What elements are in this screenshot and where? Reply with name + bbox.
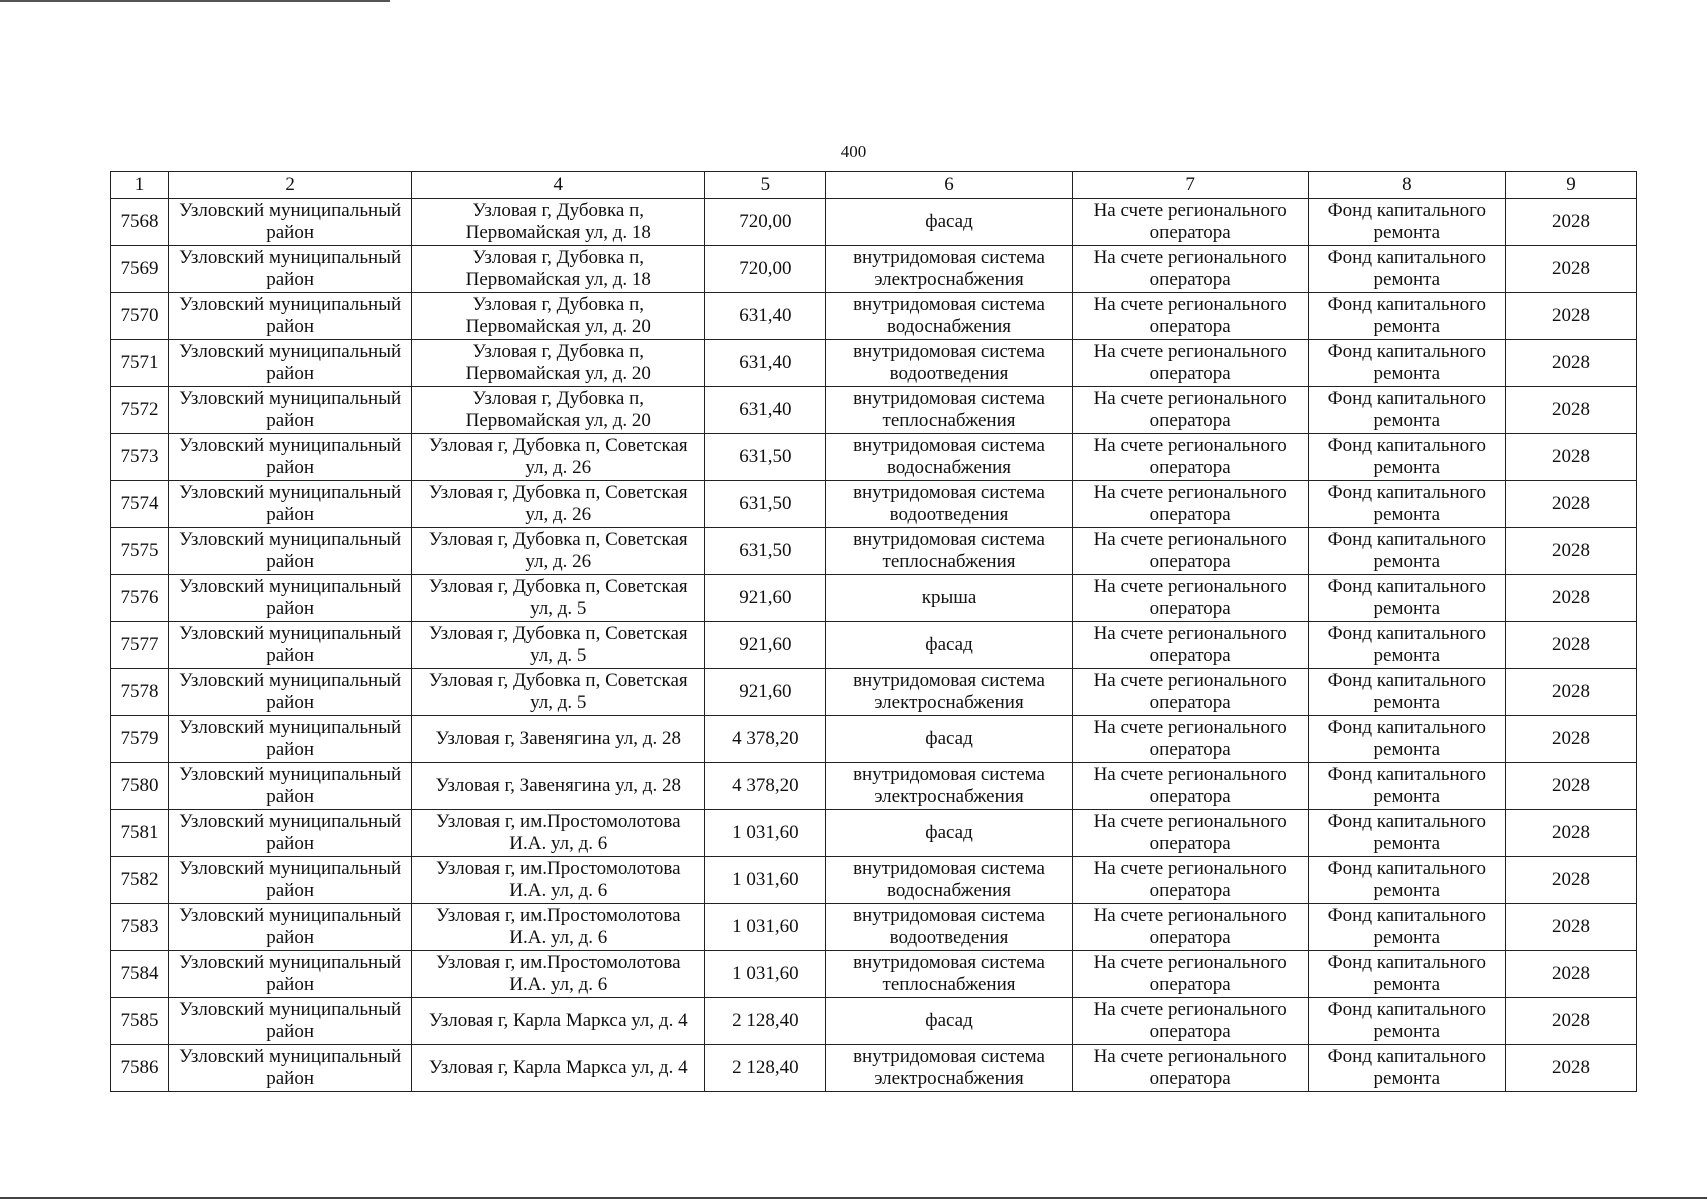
row-number-cell: 7572 [111, 387, 169, 434]
funding-source-cell: Фонд капитального ремонта [1308, 528, 1505, 575]
funding-source-cell: Фонд капитального ремонта [1308, 669, 1505, 716]
address-cell: Узловая г, Карла Маркса ул, д. 4 [412, 998, 705, 1045]
column-header: 7 [1072, 172, 1308, 199]
year-cell: 2028 [1505, 199, 1636, 246]
table-row [111, 575, 1637, 622]
district-cell: Узловский муниципальный район [169, 810, 412, 857]
fund-account-cell: На счете регионального оператора [1072, 669, 1308, 716]
table-row [111, 669, 1637, 716]
fund-account-cell: На счете регионального оператора [1072, 340, 1308, 387]
table-row [111, 857, 1637, 904]
district-cell: Узловский муниципальный район [169, 293, 412, 340]
district-cell: Узловский муниципальный район [169, 434, 412, 481]
year-cell: 2028 [1505, 387, 1636, 434]
district-cell: Узловский муниципальный район [169, 622, 412, 669]
column-header: 1 [111, 172, 169, 199]
table-row [111, 387, 1637, 434]
fund-account-cell: На счете регионального оператора [1072, 434, 1308, 481]
funding-source-cell: Фонд капитального ремонта [1308, 387, 1505, 434]
address-cell: Узловая г, им.Простомолотова И.А. ул, д. 6 [412, 904, 705, 951]
funding-source-cell: Фонд капитального ремонта [1308, 763, 1505, 810]
funding-source-cell: Фонд капитального ремонта [1308, 481, 1505, 528]
funding-source-cell: Фонд капитального ремонта [1308, 857, 1505, 904]
district-cell: Узловский муниципальный район [169, 528, 412, 575]
structural-element-cell: внутридомовая система теплоснабжения [826, 951, 1072, 998]
column-header: 8 [1308, 172, 1505, 199]
funding-source-cell: Фонд капитального ремонта [1308, 951, 1505, 998]
column-header: 4 [412, 172, 705, 199]
fund-account-cell: На счете регионального оператора [1072, 528, 1308, 575]
scan-edge-top [0, 0, 390, 2]
area-cell: 921,60 [705, 669, 826, 716]
column-header: 9 [1505, 172, 1636, 199]
funding-source-cell: Фонд капитального ремонта [1308, 810, 1505, 857]
area-cell: 631,50 [705, 434, 826, 481]
district-cell: Узловский муниципальный район [169, 481, 412, 528]
district-cell: Узловский муниципальный район [169, 340, 412, 387]
fund-account-cell: На счете регионального оператора [1072, 575, 1308, 622]
district-cell: Узловский муниципальный район [169, 904, 412, 951]
page-number: 400 [840, 142, 867, 161]
funding-source-cell: Фонд капитального ремонта [1308, 434, 1505, 481]
year-cell: 2028 [1505, 716, 1636, 763]
row-number-cell: 7584 [111, 951, 169, 998]
address-cell: Узловая г, Дубовка п, Советская ул, д. 5 [412, 669, 705, 716]
fund-account-cell: На счете регионального оператора [1072, 1045, 1308, 1092]
structural-element-cell: внутридомовая система электроснабжения [826, 246, 1072, 293]
address-cell: Узловая г, Завенягина ул, д. 28 [412, 763, 705, 810]
address-cell: Узловая г, Дубовка п, Советская ул, д. 26 [412, 434, 705, 481]
table-row [111, 199, 1637, 246]
area-cell: 4 378,20 [705, 716, 826, 763]
row-number-cell: 7583 [111, 904, 169, 951]
table-row [111, 622, 1637, 669]
fund-account-cell: На счете регионального оператора [1072, 716, 1308, 763]
row-number-cell: 7579 [111, 716, 169, 763]
address-cell: Узловая г, Завенягина ул, д. 28 [412, 716, 705, 763]
address-cell: Узловая г, Дубовка п, Первомайская ул, д. 20 [412, 387, 705, 434]
table-row [111, 810, 1637, 857]
fund-account-cell: На счете регионального оператора [1072, 387, 1308, 434]
table-row [111, 246, 1637, 293]
row-number-cell: 7570 [111, 293, 169, 340]
structural-element-cell: внутридомовая система электроснабжения [826, 763, 1072, 810]
structural-element-cell: крыша [826, 575, 1072, 622]
area-cell: 720,00 [705, 199, 826, 246]
district-cell: Узловский муниципальный район [169, 857, 412, 904]
address-cell: Узловая г, Дубовка п, Советская ул, д. 5 [412, 575, 705, 622]
area-cell: 1 031,60 [705, 857, 826, 904]
address-cell: Узловая г, Дубовка п, Первомайская ул, д. 20 [412, 293, 705, 340]
area-cell: 1 031,60 [705, 904, 826, 951]
year-cell: 2028 [1505, 951, 1636, 998]
row-number-cell: 7575 [111, 528, 169, 575]
year-cell: 2028 [1505, 528, 1636, 575]
row-number-cell: 7581 [111, 810, 169, 857]
structural-element-cell: фасад [826, 716, 1072, 763]
address-cell: Узловая г, Дубовка п, Советская ул, д. 26 [412, 528, 705, 575]
table-row [111, 904, 1637, 951]
area-cell: 4 378,20 [705, 763, 826, 810]
column-header: 5 [705, 172, 826, 199]
funding-source-cell: Фонд капитального ремонта [1308, 716, 1505, 763]
table-row [111, 951, 1637, 998]
row-number-cell: 7578 [111, 669, 169, 716]
structural-element-cell: внутридомовая система водоотведения [826, 481, 1072, 528]
structural-element-cell: внутридомовая система водоснабжения [826, 857, 1072, 904]
district-cell: Узловский муниципальный район [169, 763, 412, 810]
fund-account-cell: На счете регионального оператора [1072, 763, 1308, 810]
table-row [111, 340, 1637, 387]
fund-account-cell: На счете регионального оператора [1072, 998, 1308, 1045]
area-cell: 1 031,60 [705, 951, 826, 998]
year-cell: 2028 [1505, 340, 1636, 387]
year-cell: 2028 [1505, 763, 1636, 810]
address-cell: Узловая г, им.Простомолотова И.А. ул, д. 6 [412, 810, 705, 857]
year-cell: 2028 [1505, 904, 1636, 951]
address-cell: Узловая г, Дубовка п, Советская ул, д. 26 [412, 481, 705, 528]
structural-element-cell: внутридомовая система водоотведения [826, 904, 1072, 951]
structural-element-cell: фасад [826, 622, 1072, 669]
area-cell: 631,40 [705, 387, 826, 434]
fund-account-cell: На счете регионального оператора [1072, 904, 1308, 951]
structural-element-cell: внутридомовая система электроснабжения [826, 1045, 1072, 1092]
district-cell: Узловский муниципальный район [169, 669, 412, 716]
structural-element-cell: внутридомовая система теплоснабжения [826, 528, 1072, 575]
row-number-cell: 7585 [111, 998, 169, 1045]
area-cell: 921,60 [705, 622, 826, 669]
address-cell: Узловая г, Дубовка п, Советская ул, д. 5 [412, 622, 705, 669]
funding-source-cell: Фонд капитального ремонта [1308, 1045, 1505, 1092]
funding-source-cell: Фонд капитального ремонта [1308, 246, 1505, 293]
table-row [111, 481, 1637, 528]
area-cell: 2 128,40 [705, 998, 826, 1045]
district-cell: Узловский муниципальный район [169, 716, 412, 763]
row-number-cell: 7576 [111, 575, 169, 622]
table-row [111, 716, 1637, 763]
table-body [111, 172, 1637, 1092]
district-cell: Узловский муниципальный район [169, 199, 412, 246]
address-cell: Узловая г, им.Простомолотова И.А. ул, д. 6 [412, 951, 705, 998]
year-cell: 2028 [1505, 810, 1636, 857]
row-number-cell: 7573 [111, 434, 169, 481]
district-cell: Узловский муниципальный район [169, 1045, 412, 1092]
address-cell: Узловая г, Дубовка п, Первомайская ул, д. 20 [412, 340, 705, 387]
district-cell: Узловский муниципальный район [169, 951, 412, 998]
funding-source-cell: Фонд капитального ремонта [1308, 293, 1505, 340]
year-cell: 2028 [1505, 998, 1636, 1045]
address-cell: Узловая г, им.Простомолотова И.А. ул, д. 6 [412, 857, 705, 904]
area-cell: 2 128,40 [705, 1045, 826, 1092]
fund-account-cell: На счете регионального оператора [1072, 199, 1308, 246]
structural-element-cell: внутридомовая система водоотведения [826, 340, 1072, 387]
table-row [111, 1045, 1637, 1092]
funding-source-cell: Фонд капитального ремонта [1308, 199, 1505, 246]
year-cell: 2028 [1505, 1045, 1636, 1092]
fund-account-cell: На счете регионального оператора [1072, 857, 1308, 904]
structural-element-cell: фасад [826, 199, 1072, 246]
fund-account-cell: На счете регионального оператора [1072, 622, 1308, 669]
area-cell: 921,60 [705, 575, 826, 622]
table-row [111, 293, 1637, 340]
structural-element-cell: внутридомовая система теплоснабжения [826, 387, 1072, 434]
row-number-cell: 7586 [111, 1045, 169, 1092]
fund-account-cell: На счете регионального оператора [1072, 951, 1308, 998]
area-cell: 720,00 [705, 246, 826, 293]
district-cell: Узловский муниципальный район [169, 387, 412, 434]
area-cell: 1 031,60 [705, 810, 826, 857]
row-number-cell: 7571 [111, 340, 169, 387]
row-number-cell: 7574 [111, 481, 169, 528]
funding-source-cell: Фонд капитального ремонта [1308, 340, 1505, 387]
area-cell: 631,50 [705, 528, 826, 575]
structural-element-cell: внутридомовая система водоснабжения [826, 293, 1072, 340]
structural-element-cell: внутридомовая система водоснабжения [826, 434, 1072, 481]
fund-account-cell: На счете регионального оператора [1072, 481, 1308, 528]
year-cell: 2028 [1505, 622, 1636, 669]
column-header: 2 [169, 172, 412, 199]
district-cell: Узловский муниципальный район [169, 998, 412, 1045]
area-cell: 631,40 [705, 293, 826, 340]
structural-element-cell: фасад [826, 810, 1072, 857]
row-number-cell: 7569 [111, 246, 169, 293]
row-number-cell: 7582 [111, 857, 169, 904]
area-cell: 631,50 [705, 481, 826, 528]
funding-source-cell: Фонд капитального ремонта [1308, 904, 1505, 951]
funding-source-cell: Фонд капитального ремонта [1308, 622, 1505, 669]
year-cell: 2028 [1505, 575, 1636, 622]
row-number-cell: 7568 [111, 199, 169, 246]
year-cell: 2028 [1505, 246, 1636, 293]
table-row [111, 528, 1637, 575]
structural-element-cell: фасад [826, 998, 1072, 1045]
year-cell: 2028 [1505, 669, 1636, 716]
year-cell: 2028 [1505, 857, 1636, 904]
row-number-cell: 7580 [111, 763, 169, 810]
area-cell: 631,40 [705, 340, 826, 387]
fund-account-cell: На счете регионального оператора [1072, 246, 1308, 293]
funding-source-cell: Фонд капитального ремонта [1308, 575, 1505, 622]
district-cell: Узловский муниципальный район [169, 246, 412, 293]
column-number-row [111, 172, 1637, 199]
funding-source-cell: Фонд капитального ремонта [1308, 998, 1505, 1045]
row-number-cell: 7577 [111, 622, 169, 669]
year-cell: 2028 [1505, 481, 1636, 528]
address-cell: Узловая г, Дубовка п, Первомайская ул, д. 18 [412, 246, 705, 293]
year-cell: 2028 [1505, 434, 1636, 481]
fund-account-cell: На счете регионального оператора [1072, 293, 1308, 340]
table-row [111, 763, 1637, 810]
scan-edge-bottom [0, 1197, 1707, 1199]
structural-element-cell: внутридомовая система электроснабжения [826, 669, 1072, 716]
column-header: 6 [826, 172, 1072, 199]
address-cell: Узловая г, Дубовка п, Первомайская ул, д. 18 [412, 199, 705, 246]
repair-program-table [110, 171, 1637, 1092]
year-cell: 2028 [1505, 293, 1636, 340]
table-row [111, 434, 1637, 481]
table-row [111, 998, 1637, 1045]
address-cell: Узловая г, Карла Маркса ул, д. 4 [412, 1045, 705, 1092]
fund-account-cell: На счете регионального оператора [1072, 810, 1308, 857]
district-cell: Узловский муниципальный район [169, 575, 412, 622]
